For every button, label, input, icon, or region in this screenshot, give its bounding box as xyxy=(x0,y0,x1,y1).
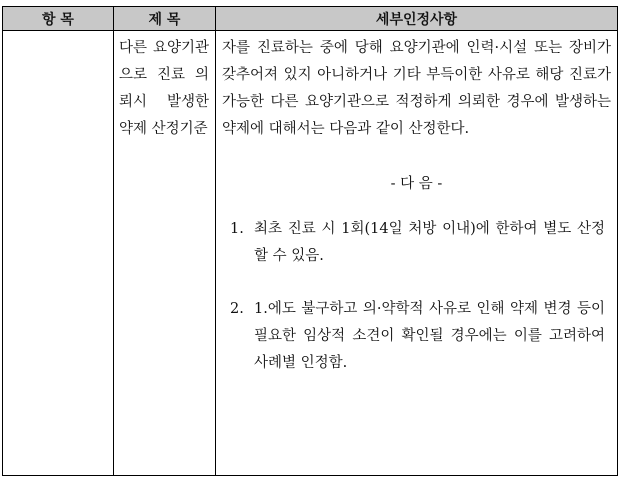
title-cell xyxy=(114,31,216,476)
title-text: 다른 요양기관으로 진료 의뢰시 발생한 약제 산정기준 xyxy=(119,40,214,137)
criteria-list xyxy=(222,216,611,377)
table-row xyxy=(3,31,618,476)
header-details: 세부인정사항 xyxy=(216,7,618,31)
list-item-number: 2. xyxy=(230,301,244,317)
subheading: - 다 음 - xyxy=(390,176,443,192)
criteria-table xyxy=(2,6,618,476)
list-item-text: 1.에도 불구하고 의·약학적 사유로 인해 약제 변경 등이 필요한 임상적 소견이 확인될 경우에는 이를 고려하여 사례별 인정함. xyxy=(254,301,605,371)
intro-paragraph: 자를 진료하는 중에 당해 요양기관에 인력·시설 또는 장비가 갖추어져 있지 아니하거나 기타 부득이한 사유로 해당 진료가 가능한 다른 요양기관으로 적정하게 의뢰한 경우에 발생하는 약제에 대해서는 다음과 같이 산정한다. xyxy=(222,40,611,137)
table-header-row xyxy=(3,7,618,31)
header-title: 제 목 xyxy=(114,7,216,31)
header-item: 항 목 xyxy=(3,7,114,31)
details-cell xyxy=(216,31,618,476)
list-item xyxy=(230,296,605,377)
item-cell xyxy=(3,31,114,476)
list-item-text: 최초 진료 시 1회(14일 처방 이내)에 한하여 별도 산정할 수 있음. xyxy=(254,221,605,264)
list-item xyxy=(230,216,605,270)
list-item-number: 1. xyxy=(230,221,244,237)
